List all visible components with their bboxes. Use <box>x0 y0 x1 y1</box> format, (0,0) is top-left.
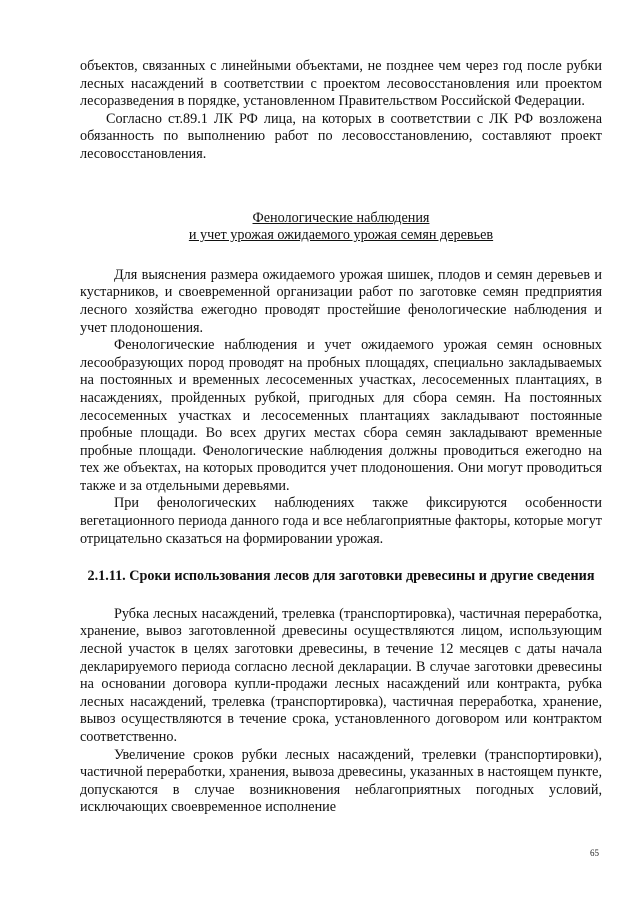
paragraph-phenology-purpose: Для выяснения размера ожидаемого урожая шишек, плодов и семян деревьев и кустарников, и своевременной организации работ по заготовке семян предприятия лесного хозяйства ежегодно проводят простейшие фенологические наблюдения и учет плодоношения. <box>80 266 602 336</box>
page-number: 65 <box>590 848 599 858</box>
spacer <box>80 548 602 568</box>
heading-2-1-11: 2.1.11. Сроки использования лесов для заготовки древесины и другие сведения <box>87 568 595 585</box>
section-title-line-1: Фенологические наблюдения <box>252 209 430 226</box>
paragraph-phenology-sample-plots: Фенологические наблюдения и учет ожидаемого урожая семян основных лесообразующих пород проводят на пробных площадях, специально закладываемых на постоянных и временных лесосеменных участках, лесосеменных плантациях, в насаждениях, пройденных рубкой, пригодных для сбора семян. На постоянных лесосеменных участках и лесосеменных плантациях закладывают постоянные пробные площади. Во всех других местах сбора семян закладывают временные пробные площади. Фенологические наблюдения должны проводиться ежегодно на тех же объектах, на которых проводится учет плодоношения. Они могут проводиться также и за отдельными деревьями. <box>80 337 602 494</box>
paragraph-reforestation-deadline: объектов, связанных с линейными объектами, не позднее чем через год после рубки лесных насаждений в соответствии с проектом лесовосстановления или проектом лесоразведения в порядке, установленном Правительством Российской Федерации. <box>80 58 602 110</box>
spacer <box>80 586 602 606</box>
section-title-line-2: и учет урожая ожидаемого урожая семян деревьев <box>188 227 494 244</box>
spacer <box>80 245 602 267</box>
paragraph-phenology-vegetation: При фенологических наблюдениях также фиксируются особенности вегетационного периода данного года и все неблагоприятные факторы, которые могут отрицательно сказаться на формировании урожая. <box>80 495 602 547</box>
spacer <box>80 164 602 210</box>
paragraph-logging-terms: Рубка лесных насаждений, трелевка (транспортировка), частичная переработка, хранение, вывоз заготовленной древесины осуществляются лицом, использующим лесной участок в целях заготовки древесины, в течение 12 месяцев с даты начала декларируемого периода согласно лесной декларации. В случае заготовки древесины на основании договора купли-продажи лесных насаждений или контракта, рубка лесных насаждений, трелевка (транспортировка), частичная переработка, хранение, вывоз осуществляются в течение срока, установленного договором или контрактом соответственно. <box>80 605 602 745</box>
paragraph-terms-extension: Увеличение сроков рубки лесных насаждений, трелевки (транспортировки), частичной переработки, хранения, вывоза древесины, указанных в настоящем пункте, допускаются в случае возникновения неблагоприятных погодных условий, исключающих своевременное исполнение <box>80 746 602 816</box>
document-page <box>80 58 602 817</box>
paragraph-article-89-1: Согласно ст.89.1 ЛК РФ лица, на которых в соответствии с ЛК РФ возложена обязанность по выполнению работ по лесовосстановлению, составляют проект лесовосстановления. <box>80 110 602 162</box>
